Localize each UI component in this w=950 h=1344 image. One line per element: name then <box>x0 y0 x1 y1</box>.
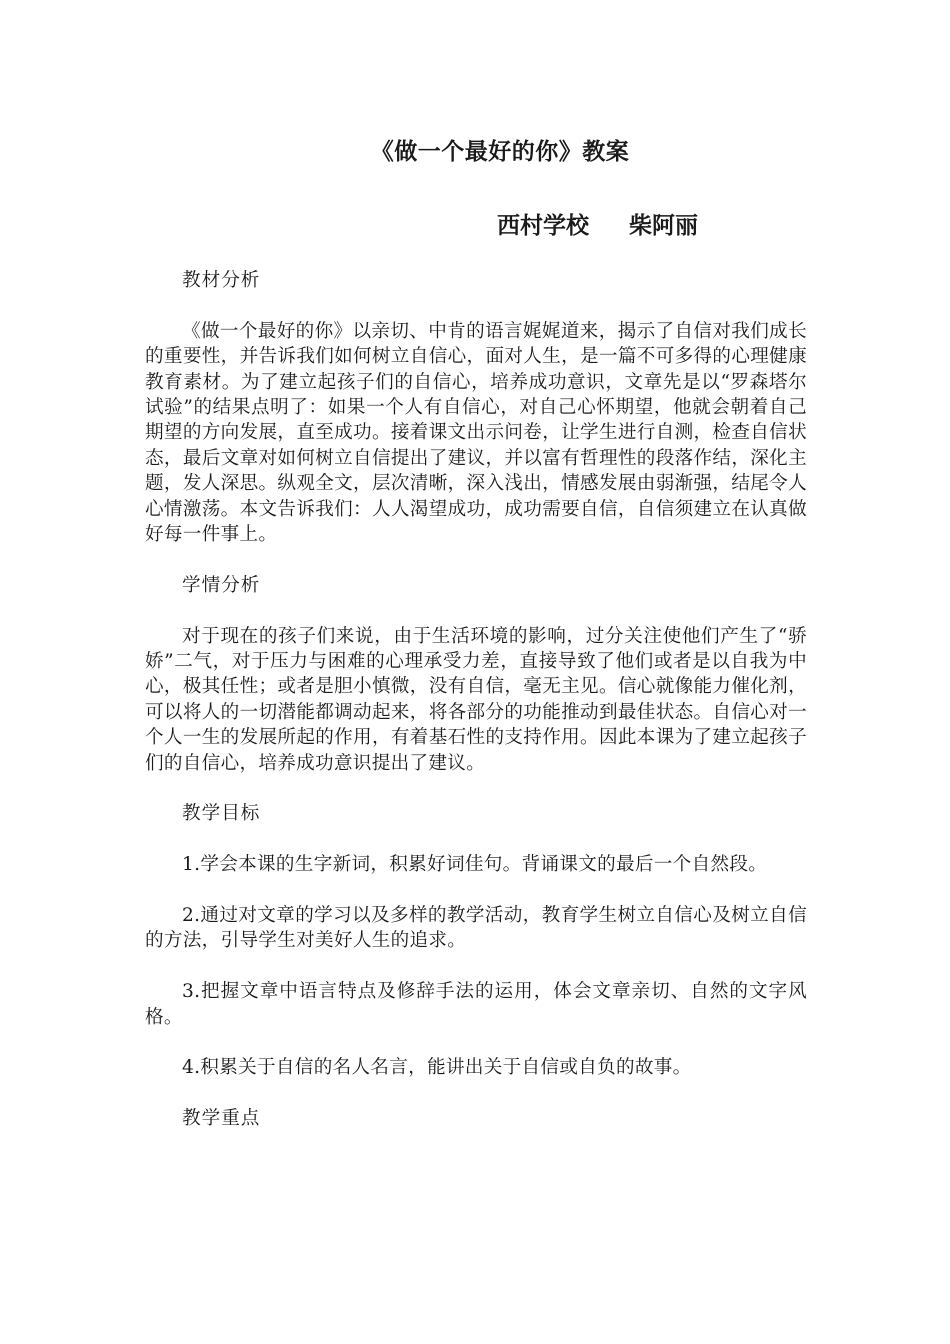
section-heading-focus: 教学重点 <box>182 1108 261 1130</box>
students-paragraph: 对于现在的孩子们来说，由于生活环境的影响，过分关注使他们产生了“骄娇”二气，对于压力与困难的心理承受力差，直接导致了他们或者是以自我为中心，极其任性；或者是胆小慎微，没有自信，毫无主见。信心就像能力催化剂，可以将人的一切潜能都调动起来，将各部分的功能推动到最佳状态。自信心对一个人一生的发展所起的作用，有着基石性的支持作用。因此本课为了建立起孩子们的自信心，培养成功意识提出了建议。 <box>145 625 807 774</box>
material-paragraph: 《做一个最好的你》以亲切、中肯的语言娓娓道来，揭示了自信对我们成长的重要性，并告诉我们如何树立自信心，面对人生，是一篇不可多得的心理健康教育素材。为了建立起孩子们的自信心，培养成功意识，文章先是以“罗森塔尔试验”的结果点明了：如果一个人有自信心，对自己心怀期望，他就会朝着自己期望的方向发展，直至成功。接着课文出示问卷，让学生进行自测，检查自信状态，最后文章对如何树立自信提出了建议，并以富有哲理性的段落作结，深化主题，发人深思。纵观全文，层次清晰，深入浅出，情感发展由弱渐强，结尾令人心情激荡。本文告诉我们：人人渴望成功，成功需要自信，自信须建立在认真做好每一件事上。 <box>145 320 807 546</box>
author-line <box>497 207 698 240</box>
goal-item: 2.通过对文章的学习以及多样的教学活动，教育学生树立自信心及树立自信的方法，引导学生对美好人生的追求。 <box>145 905 807 952</box>
teacher-name: 柴阿丽 <box>629 213 698 239</box>
section-heading-goals: 教学目标 <box>182 803 261 825</box>
document-title: 《做一个最好的你》教案 <box>370 139 630 165</box>
goal-item: 1.学会本课的生字新词，积累好词佳句。背诵课文的最后一个自然段。 <box>182 854 768 876</box>
document-body <box>145 268 807 1132</box>
school-name: 西村学校 <box>497 213 589 239</box>
goal-item: 3.把握文章中语言特点及修辞手法的运用，体会文章亲切、自然的文字风格。 <box>145 981 807 1028</box>
goal-item: 4.积累关于自信的名人名言，能讲出关于自信或自负的故事。 <box>182 1057 692 1079</box>
section-heading-material: 教材分析 <box>182 270 261 291</box>
section-heading-students: 学情分析 <box>182 574 261 596</box>
